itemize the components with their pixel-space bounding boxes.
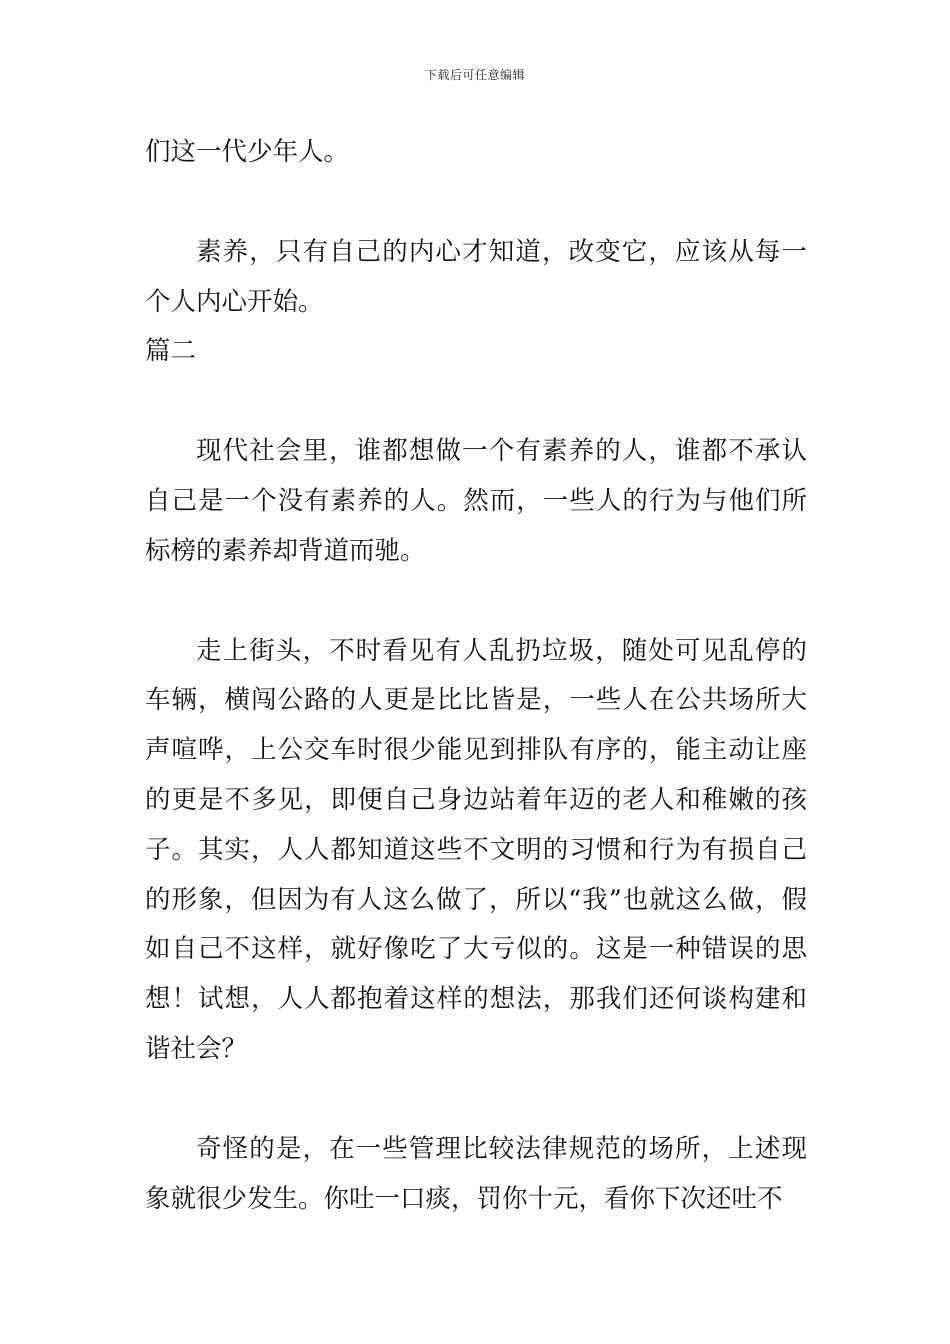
document-body (145, 128, 807, 1224)
page-header: 下载后可任意编辑 (424, 68, 525, 82)
paragraph-suyang: 素养，只有自己的内心才知道，改变它，应该从每一个人内心开始。 (145, 236, 807, 317)
paragraph-continuation: 们这一代少年人。 (145, 137, 350, 167)
paragraph-modern-society: 现代社会里，谁都想做一个有素养的人，谁都不承认自己是一个没有素养的人。然而，一些人的行为与他们所标榜的素养却背道而驰。 (145, 436, 807, 566)
paragraph-strange: 奇怪的是，在一些管理比较法律规范的场所，上述现象就很少发生。你吐一口痰，罚你十元，看你下次还吐不 (145, 1133, 807, 1214)
paragraph-street: 走上街头，不时看见有人乱扔垃圾，随处可见乱停的车辆，横闯公路的人更是比比皆是，一些人在公共场所大声喧哗，上公交车时很少能见到排队有序的，能主动让座的更是不多见，即便自己身边站着年迈的老人和稚嫩的孩子。其实，人人都知道这些不文明的习惯和行为有损自己的形象，但因为有人这么做了，所以“我”也就这么做，假如自己不这样，就好像吃了大亏似的。这是一种错误的思想！试想，人人都抱着这样的想法，那我们还何谈构建和谐社会？ (145, 635, 807, 1064)
section-heading: 篇二 (145, 336, 197, 367)
